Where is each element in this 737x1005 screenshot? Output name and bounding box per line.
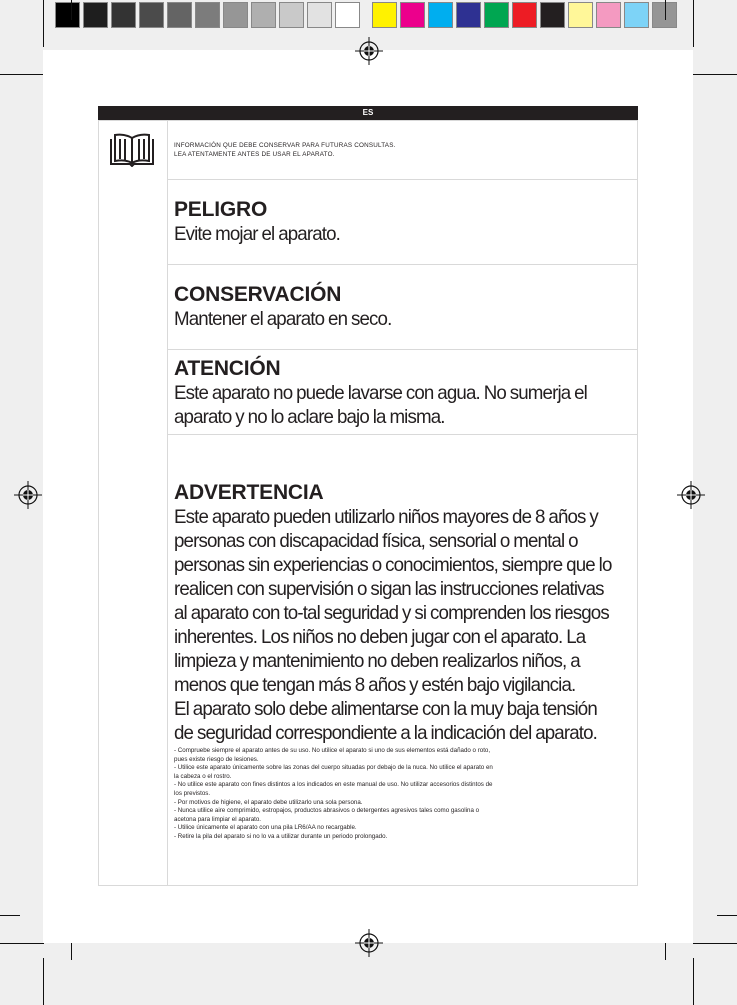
column-divider (167, 120, 168, 886)
bullet-line: pues existe riesgo de lesiones. (174, 755, 259, 763)
color-swatch (540, 2, 565, 28)
warning-paragraph-1: Este aparato pueden utilizarlo niños mayores de 8 años y personas con discapacidad física, sensorial o mental o personas sin experiencias o conocimientos, siempre que lo realicen con supervisión o sigan las instrucciones relativas al aparato con to-tal seguridad y si comprenden los riesgos inherentes. Los niños no deben jugar con el aparato. La limpieza y mantenimiento no deben realizarlos niños, a menos que tengan más 8 años y estén bajo vigilancia. (174, 506, 612, 696)
crop-mark (665, 0, 666, 20)
info-line-1: INFORMACIÓN QUE DEBE CONSERVAR PARA FUTURAS CONSULTAS. (174, 142, 396, 149)
color-swatch (111, 2, 136, 28)
warning-heading: ADVERTENCIA (174, 481, 324, 504)
crop-mark (0, 943, 44, 944)
color-swatch (456, 2, 481, 28)
info-line-2: LEA ATENTAMENTE ANTES DE USAR EL APARATO. (174, 151, 335, 158)
bullet-line: acetona para limpiar el aparato. (174, 815, 262, 823)
bullet-line: - Retire la pila del aparato si no lo va a utilizar durante un periodo prolongado. (174, 832, 388, 840)
bullet-line: los previstos. (174, 789, 211, 797)
bullet-line: - Por motivos de higiene, el aparato debe utilizarlo una sola persona. (174, 798, 363, 806)
section-divider (168, 264, 638, 265)
storage-text: Mantener el aparato en seco. (174, 308, 392, 330)
color-swatch (307, 2, 332, 28)
warning-text (174, 505, 618, 745)
color-swatch (484, 2, 509, 28)
color-swatch (83, 2, 108, 28)
color-swatch (428, 2, 453, 28)
crop-mark (0, 915, 20, 916)
section-divider (168, 434, 638, 435)
crop-mark (0, 74, 44, 75)
bullet-line: - No utilice este aparato con fines distintos a los indicados en este manual de uso. No utilizar accesorios distintos de (174, 781, 493, 789)
registration-mark-icon (355, 37, 383, 65)
registration-mark-icon (14, 481, 42, 509)
language-header: ES (98, 106, 638, 120)
color-swatch (167, 2, 192, 28)
crop-mark (693, 0, 694, 47)
crop-mark (693, 943, 737, 944)
crop-mark (693, 74, 737, 75)
warning-paragraph-2: El aparato solo debe alimentarse con la muy baja tensión de seguridad correspondiente a la indicación del aparato. (174, 698, 597, 744)
bullet-line: - Utilice este aparato únicamente sobre las zonas del cuerpo situadas por debajo de la nuca. No utilice el aparato en (174, 764, 493, 772)
color-swatch (372, 2, 397, 28)
color-swatch (279, 2, 304, 28)
crop-mark (717, 915, 737, 916)
color-swatch (624, 2, 649, 28)
danger-text: Evite mojar el aparato. (174, 223, 340, 245)
read-manual-icon (108, 133, 156, 167)
color-swatch (400, 2, 425, 28)
bullet-line: - Compruebe siempre el aparato antes de su uso. No utilice el aparato si uno de sus elementos está dañado o roto, (174, 747, 491, 754)
color-swatch (55, 2, 80, 28)
safety-bullet-list (174, 747, 634, 842)
color-swatch (568, 2, 593, 28)
info-note (174, 141, 396, 159)
color-swatch (223, 2, 248, 28)
crop-mark (43, 0, 44, 47)
color-swatch (251, 2, 276, 28)
color-swatch (512, 2, 537, 28)
bullet-line: - Nunca utilice aire comprimido, estropajos, productos abrasivos o detergentes agresivos tales como gasolina o (174, 807, 480, 815)
registration-mark-icon (355, 929, 383, 957)
section-divider (168, 179, 638, 180)
bullet-line: - Utilice únicamente el aparato con una pila LR6/AA no recargable. (174, 824, 357, 832)
color-swatch (335, 2, 360, 28)
registration-mark-icon (677, 481, 705, 509)
storage-heading: CONSERVACIÓN (174, 283, 342, 306)
color-swatch (139, 2, 164, 28)
color-calibration-bar (0, 0, 737, 30)
crop-mark (43, 958, 44, 1005)
section-divider (168, 349, 638, 350)
crop-mark (693, 958, 694, 1005)
color-swatch (596, 2, 621, 28)
danger-heading: PELIGRO (174, 198, 268, 221)
bullet-line: la cabeza o el rostro. (174, 772, 232, 780)
attention-heading: ATENCIÓN (174, 357, 281, 380)
color-swatch (195, 2, 220, 28)
attention-text: Este aparato no puede lavarse con agua. No sumerja el aparato y no lo aclare bajo la misma. (174, 382, 587, 428)
crop-mark (71, 0, 72, 20)
